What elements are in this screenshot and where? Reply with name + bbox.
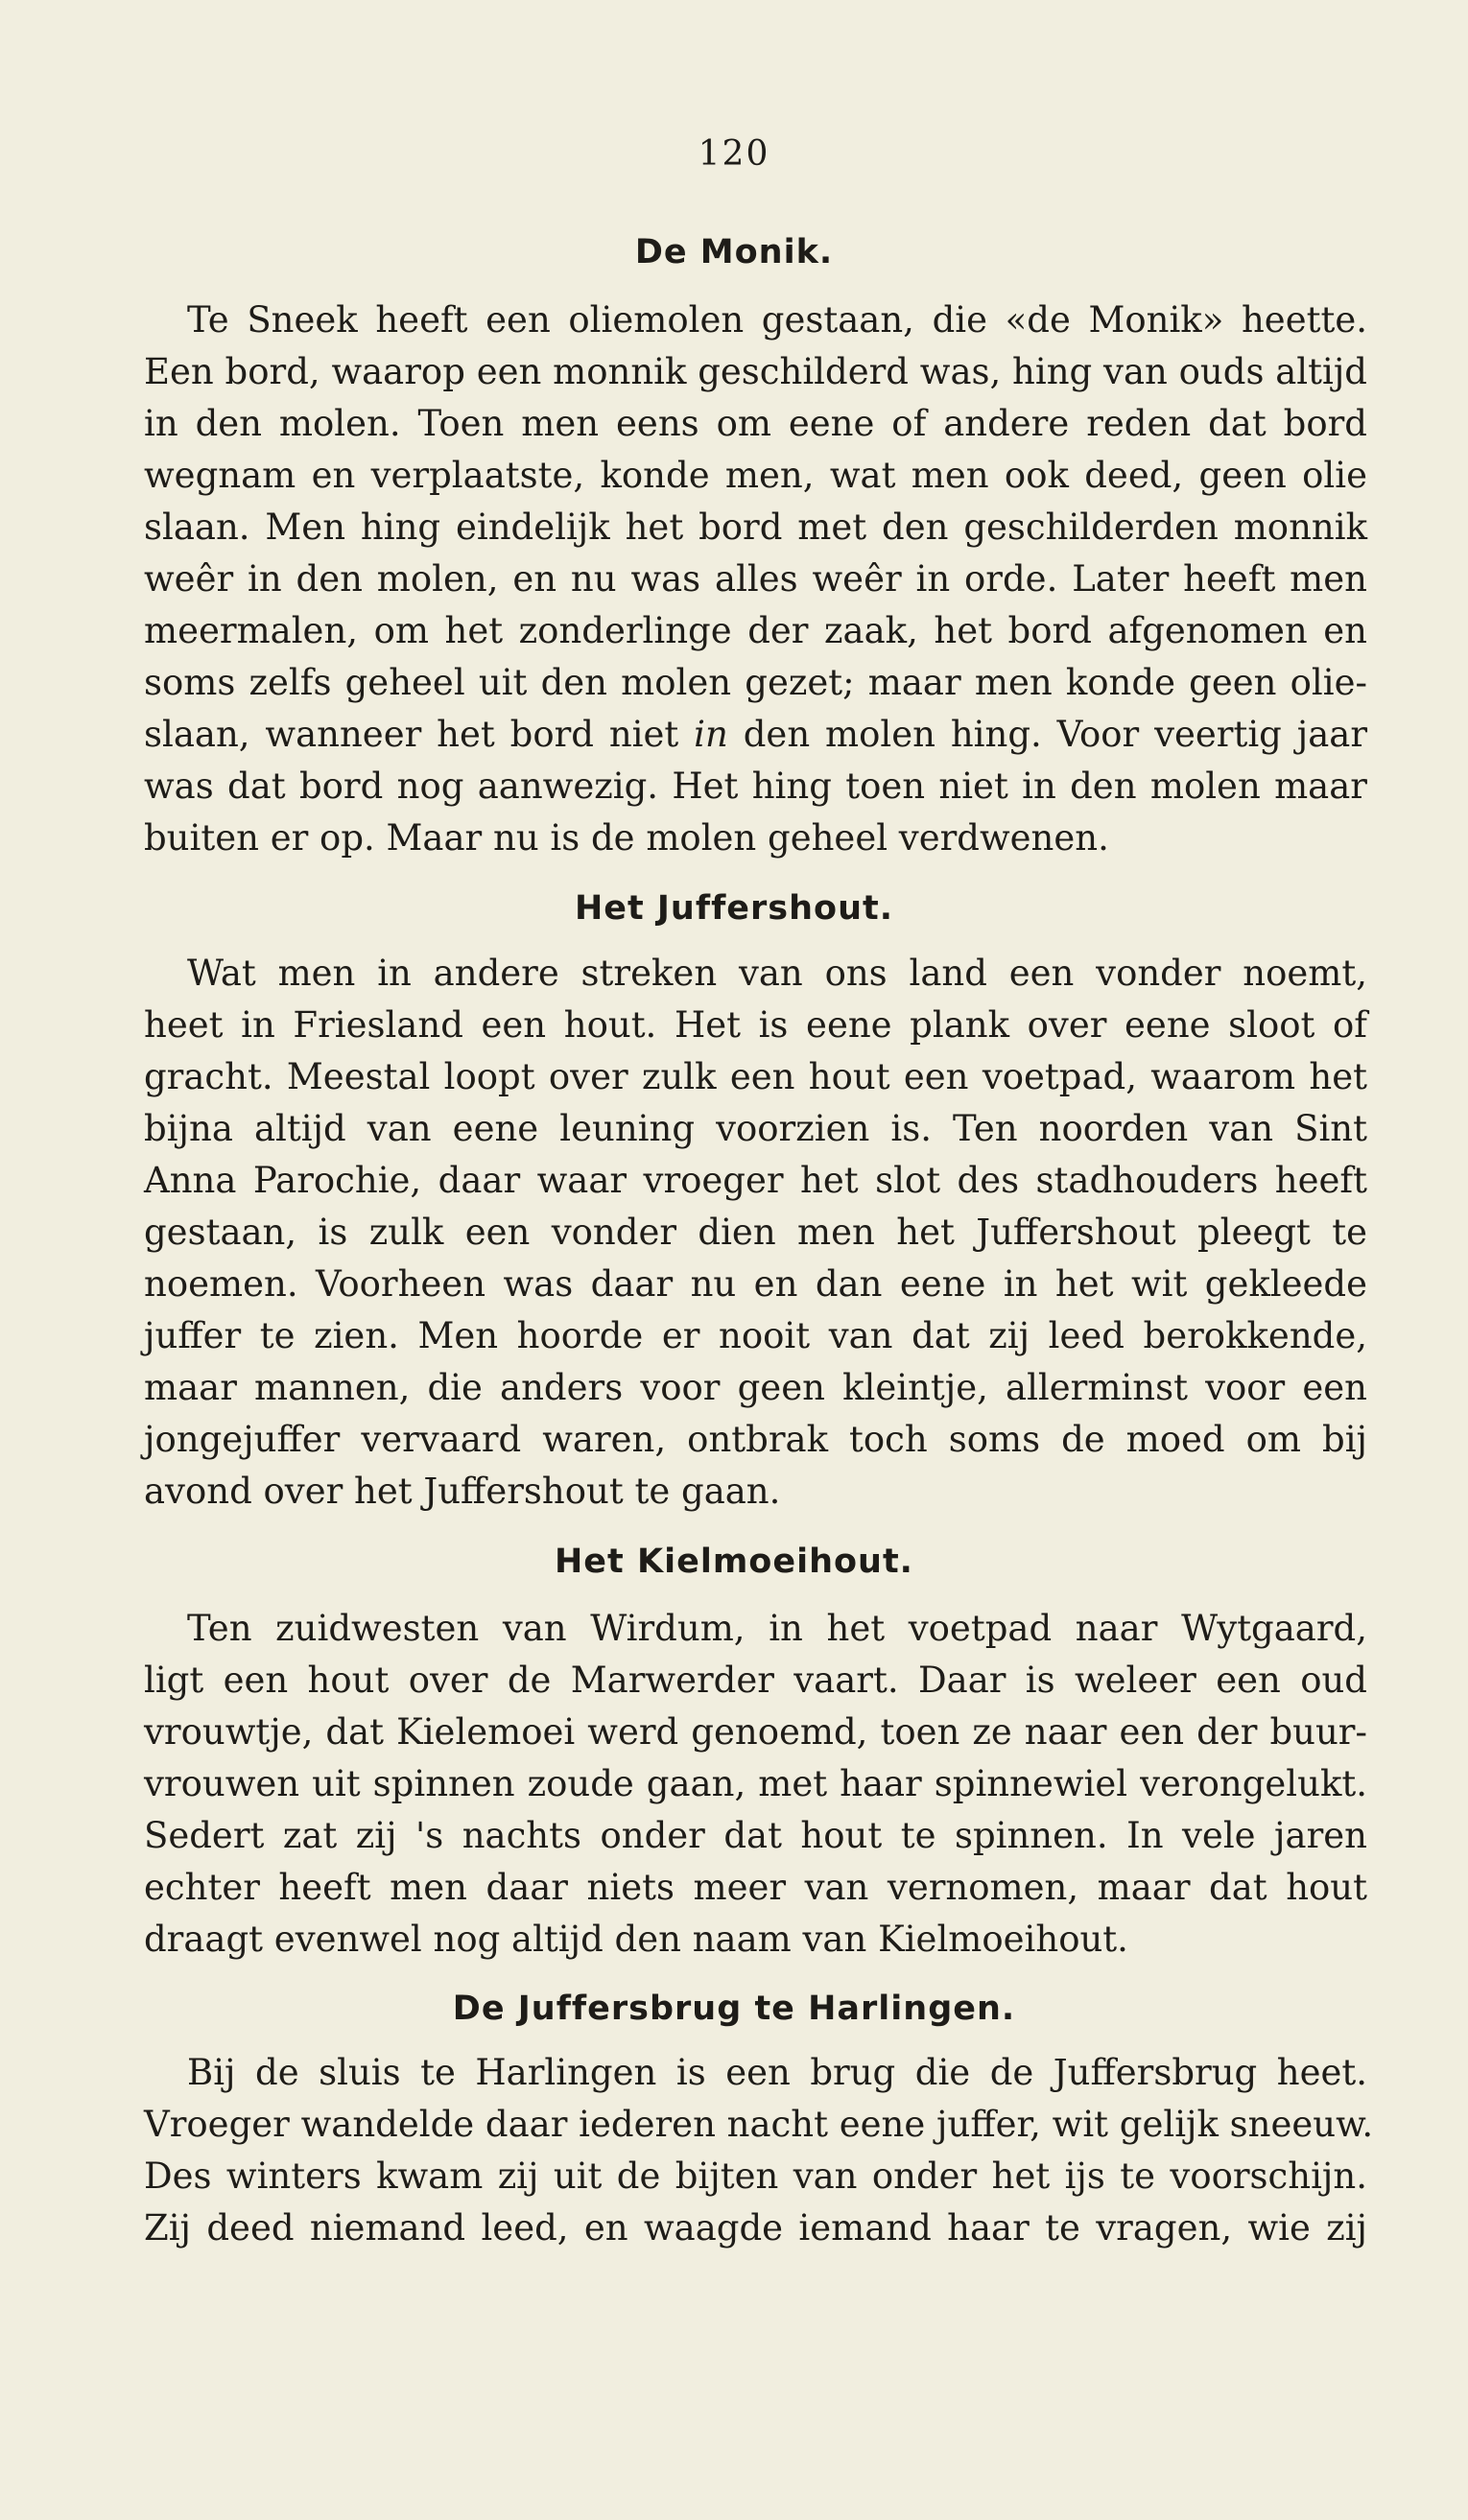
text-line: weêr in den molen, en nu was alles weêr in orde. Later heeft men: [144, 558, 1367, 600]
text-line: heet in Friesland een hout. Het is eene plank over eene sloot of: [144, 1004, 1367, 1046]
text-line: [144, 709, 1367, 761]
text-line: Wat men in andere streken van ons land een vonder noemt,: [187, 953, 1367, 994]
italic-word: in: [694, 714, 728, 755]
text-line: vrouwen uit spinnen zoude gaan, met haar spinnewiel verongelukt.: [144, 1763, 1367, 1804]
text-line: soms zelfs geheel uit den molen gezet; maar men konde geen olie-: [144, 662, 1367, 703]
text-line: maar mannen, die anders voor geen kleintje, allerminst voor een: [144, 1367, 1367, 1408]
page-number: 120: [698, 134, 770, 174]
text-line: ligt een hout over de Marwerder vaart. Daar is weleer een oud: [144, 1660, 1367, 1701]
text-line: Sedert zat zij 's nachts onder dat hout te spinnen. In vele jaren: [144, 1815, 1367, 1856]
text-line: buiten er op. Maar nu is de molen geheel verdwenen.: [144, 817, 1109, 859]
section-heading: Het Juffershout.: [574, 889, 894, 928]
text-line: Ten zuidwesten van Wirdum, in het voetpad naar Wytgaard,: [187, 1608, 1367, 1649]
text-line: wegnam en verplaatste, konde men, wat men ook deed, geen olie: [144, 455, 1367, 496]
text-line: was dat bord nog aanwezig. Het hing toen niet in den molen maar: [144, 765, 1367, 807]
text-line: echter heeft men daar niets meer van vernomen, maar dat hout: [144, 1867, 1367, 1908]
text-segment: den molen hing. Voor veertig jaar: [743, 714, 1368, 755]
text-line: bijna altijd van eene leuning voorzien is. Ten noorden van Sint: [144, 1108, 1367, 1149]
section-heading: Het Kielmoeihout.: [555, 1543, 913, 1581]
text-line: noemen. Voorheen was daar nu en dan eene in het wit gekleede: [144, 1263, 1367, 1305]
section-heading: De Monik.: [634, 233, 834, 271]
text-line: meermalen, om het zonderlinge der zaak, het bord afgenomen en: [144, 610, 1367, 651]
text-line: gracht. Meestal loopt over zulk een hout een voetpad, waarom het: [144, 1056, 1367, 1097]
section-heading: De Juffersbrug te Harlingen.: [452, 1990, 1016, 2028]
text-line: Vroeger wandelde daar iederen nacht eene juffer, wit gelijk sneeuw.: [144, 2104, 1374, 2145]
text-line: juffer te zien. Men hoorde er nooit van dat zij leed berokkende,: [144, 1315, 1367, 1356]
text-line: avond over het Juffershout te gaan.: [144, 1471, 781, 1512]
text-line: Zij deed niemand leed, en waagde iemand haar te vragen, wie zij: [144, 2207, 1367, 2249]
text-line: gestaan, is zulk een vonder dien men het Juffershout pleegt te: [144, 1212, 1367, 1253]
text-segment: slaan, wanneer het bord niet: [144, 714, 679, 755]
text-line: draagt evenwel nog altijd den naam van Kielmoeihout.: [144, 1919, 1128, 1960]
text-line: Bij de sluis te Harlingen is een brug die de Juffersbrug heet.: [187, 2052, 1367, 2093]
text-line: Anna Parochie, daar waar vroeger het slot des stadhouders heeft: [144, 1160, 1367, 1201]
text-line: vrouwtje, dat Kielemoei werd genoemd, toen ze naar een der buur-: [144, 1711, 1367, 1753]
text-line: Des winters kwam zij uit de bijten van onder het ijs te voorschijn.: [144, 2155, 1367, 2197]
text-line: slaan. Men hing eindelijk het bord met den geschilderden monnik: [144, 506, 1367, 548]
text-line: in den molen. Toen men eens om eene of andere reden dat bord: [144, 403, 1367, 444]
text-line: jongejuffer vervaard waren, ontbrak toch soms de moed om bij: [144, 1419, 1367, 1460]
text-line: Te Sneek heeft een oliemolen gestaan, die «de Monik» heette.: [187, 299, 1367, 341]
text-line: Een bord, waarop een monnik geschilderd was, hing van ouds altijd: [144, 351, 1367, 392]
